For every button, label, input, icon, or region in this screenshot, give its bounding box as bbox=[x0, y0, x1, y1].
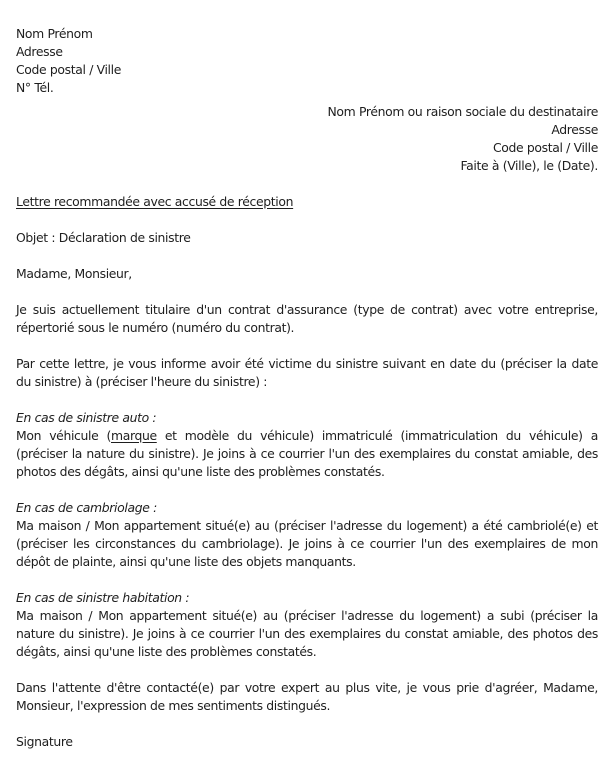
recipient-block bbox=[16, 103, 598, 175]
recipient-place-date: Faite à (Ville), le (Date). bbox=[460, 158, 598, 173]
letter-subject: Objet : Déclaration de sinistre bbox=[16, 230, 191, 245]
sender-postal: Code postal / Ville bbox=[16, 62, 122, 77]
auto-text-marque: marque bbox=[110, 428, 157, 443]
spacer bbox=[16, 715, 598, 733]
spacer bbox=[16, 175, 598, 193]
recipient-name: Nom Prénom ou raison sociale du destinataire bbox=[327, 104, 598, 119]
paragraph-closing: Dans l'attente d'être contacté(e) par votre expert au plus vite, je vous prie d'agréer, Madame, Monsieur, l'expression de mes sentiments distingués. bbox=[16, 680, 598, 713]
section-auto-heading: En cas de sinistre auto : bbox=[16, 410, 157, 425]
section-home bbox=[16, 589, 598, 661]
signature: Signature bbox=[16, 734, 73, 749]
sender-name: Nom Prénom bbox=[16, 26, 93, 41]
section-auto-text bbox=[16, 427, 598, 481]
section-home-text: Ma maison / Mon appartement situé(e) au (préciser l'adresse du logement) a subi (préciser la nature du sinistre). Je joins à ce courrier l'un des exemplaires du constat amiable, des photos des dégâts, ainsi qu'une liste des problèmes constatés. bbox=[16, 608, 598, 659]
section-home-heading: En cas de sinistre habitation : bbox=[16, 590, 190, 605]
auto-text-start: Mon véhicule ( bbox=[16, 428, 111, 443]
spacer bbox=[16, 247, 598, 265]
auto-text-end: et modèle du véhicule) immatriculé (immatriculation du véhicule) a (préciser la nature du sinistre). Je joins à ce courrier l'un des exemplaires du constat amiable, des photos des dégâts, ainsi qu'une liste des problèmes constatés. bbox=[16, 428, 598, 479]
spacer bbox=[16, 211, 598, 229]
delivery-mode: Lettre recommandée avec accusé de réception bbox=[16, 194, 294, 209]
section-burglary bbox=[16, 499, 598, 571]
letter-greeting: Madame, Monsieur, bbox=[16, 266, 132, 281]
section-burglary-heading: En cas de cambriolage : bbox=[16, 500, 157, 515]
paragraph-contract: Je suis actuellement titulaire d'un contrat d'assurance (type de contrat) avec votre entreprise, répertorié sous le numéro (numéro du contrat). bbox=[16, 302, 598, 335]
sender-phone: N° Tél. bbox=[16, 80, 54, 95]
paragraph-notification: Par cette lettre, je vous informe avoir été victime du sinistre suivant en date du (préciser la date du sinistre) à (préciser l'heure du sinistre) : bbox=[16, 356, 598, 389]
sender-address: Adresse bbox=[16, 44, 63, 59]
section-auto bbox=[16, 409, 598, 481]
recipient-address: Adresse bbox=[551, 122, 598, 137]
sender-block bbox=[16, 25, 598, 97]
recipient-postal: Code postal / Ville bbox=[492, 140, 598, 155]
section-burglary-text: Ma maison / Mon appartement situé(e) au (préciser l'adresse du logement) a été cambriolé(e) et (préciser les circonstances du cambriolage). Je joins à ce courrier l'un des exemplaires de mon dépôt de plainte, ainsi qu'une liste des objets manquants. bbox=[16, 518, 598, 569]
